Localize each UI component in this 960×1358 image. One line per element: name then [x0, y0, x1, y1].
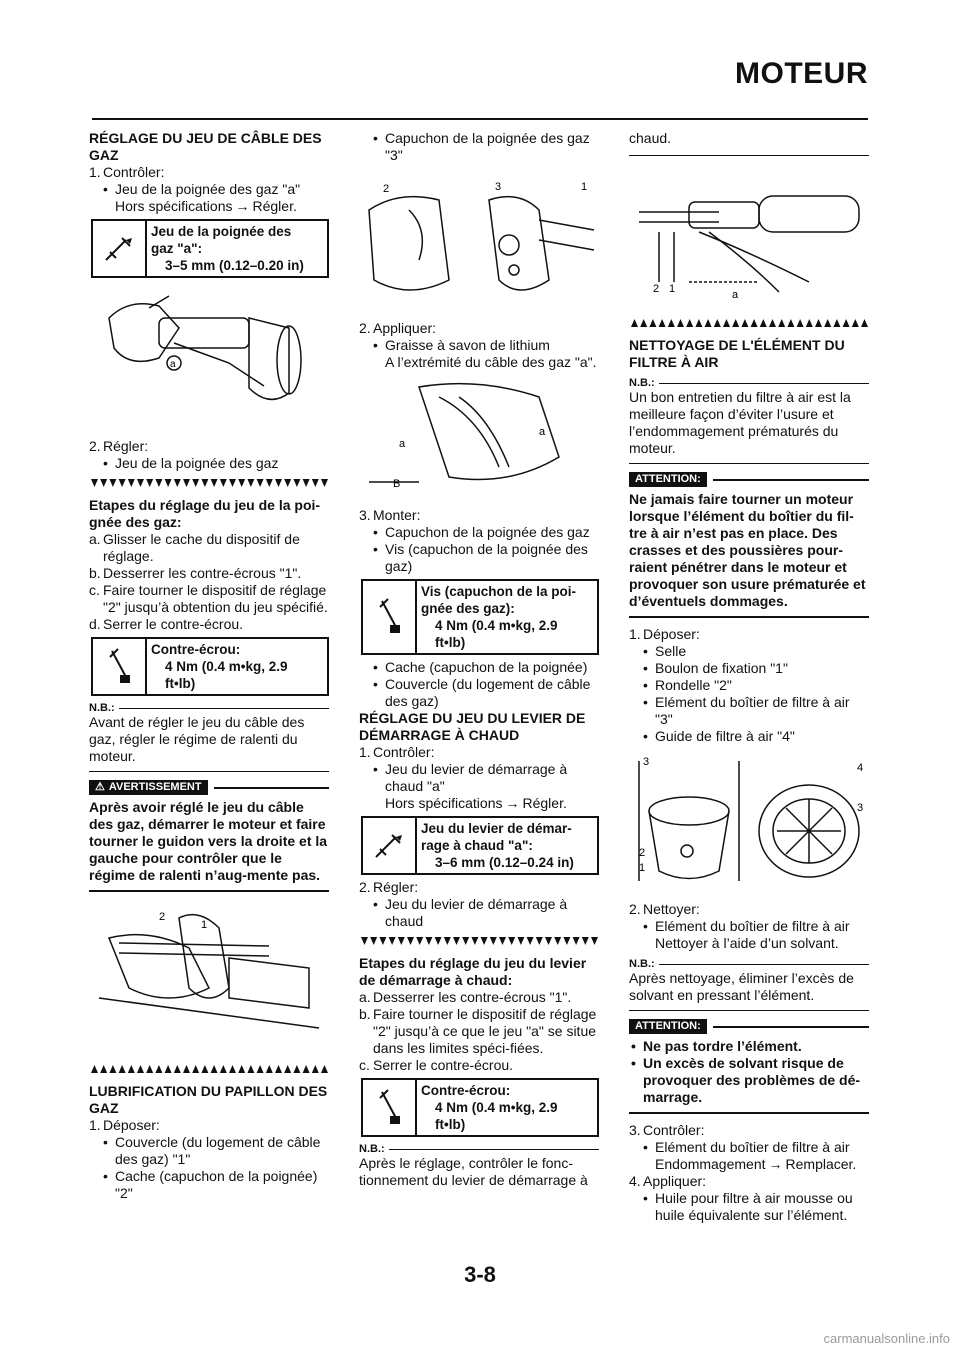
- label-1: 1: [669, 283, 676, 295]
- step: [629, 1122, 869, 1139]
- step: [359, 744, 599, 761]
- wrench-icon: [363, 1080, 417, 1135]
- spec-box: [361, 579, 599, 655]
- step-text: Nettoyer:: [643, 901, 700, 917]
- triangle-up-mark: [741, 319, 748, 327]
- step-letter: b.: [89, 565, 101, 581]
- triangle-down-mark: [554, 937, 561, 945]
- step-text: Contrôler:: [373, 744, 435, 760]
- triangle-up-mark: [91, 1065, 98, 1073]
- heading-throttle-lubrication: LUBRIFICATION DU PAPILLON DES GAZ: [89, 1083, 328, 1116]
- spec-label: gnée des gaz):: [421, 601, 515, 616]
- triangle-down-mark: [444, 937, 451, 945]
- triangle-down-mark: [453, 937, 460, 945]
- triangle-down-mark: [257, 479, 264, 487]
- step-text: Déposer:: [103, 1117, 160, 1133]
- triangle-down-mark: [416, 937, 423, 945]
- triangle-down-mark: [91, 479, 98, 487]
- triangle-up-mark: [201, 1065, 208, 1073]
- procedure-step: [359, 1057, 599, 1074]
- spec-text: [147, 221, 308, 276]
- heading-air-filter: NETTOYAGE DE L'ÉLÉMENT DU FILTRE À AIR: [629, 337, 845, 370]
- step-letter: a.: [89, 531, 101, 547]
- bullet: • Capuchon de la poignée des gaz "3": [359, 130, 599, 164]
- column-3: [629, 130, 869, 1224]
- procedure-step: [89, 565, 329, 582]
- triangle-down-mark: [490, 937, 497, 945]
- triangle-up-mark: [769, 319, 776, 327]
- step: [629, 626, 869, 643]
- step-text: Contrôler:: [643, 1122, 705, 1138]
- step-text: Régler:: [373, 879, 419, 895]
- watermark: carmanualsonline.info: [823, 1331, 950, 1346]
- spec-box: [91, 219, 329, 278]
- triangle-up-mark: [128, 1065, 135, 1073]
- spec-label: gaz "a":: [151, 241, 203, 256]
- triangle-down-mark: [573, 937, 580, 945]
- step-letter: c.: [359, 1057, 370, 1073]
- triangle-down-mark: [312, 479, 319, 487]
- step: [359, 320, 599, 337]
- label-3: 3: [643, 756, 650, 768]
- action-text: Régler.: [522, 795, 567, 811]
- triangle-up-mark: [238, 1065, 245, 1073]
- spec-label: Jeu du levier de démar-: [421, 821, 572, 836]
- grip-cap-illustration: [359, 170, 599, 310]
- attention-bullet: • Ne pas tordre l’élément.: [629, 1038, 869, 1055]
- step-text: Serrer le contre-écrou.: [103, 616, 244, 632]
- triangle-down-mark: [238, 479, 245, 487]
- spec-value: 4 Nm (0.4 m•kg, 2.9: [165, 659, 288, 674]
- triangle-up-mark: [109, 1065, 116, 1073]
- triangle-down-mark: [536, 937, 543, 945]
- spec-value: 3–5 mm (0.12–0.20 in): [165, 258, 304, 273]
- bullet: • Jeu de la poignée des gaz "a": [89, 181, 329, 198]
- spec-value: 4 Nm (0.4 m•kg, 2.9: [435, 1100, 558, 1115]
- triangle-up-mark: [705, 319, 712, 327]
- step: [359, 507, 599, 524]
- bullet: • Capuchon de la poignée des gaz: [359, 524, 599, 541]
- triangle-down-mark: [220, 479, 227, 487]
- note-block: [629, 958, 869, 1011]
- triangle-up-mark: [824, 319, 831, 327]
- wrench-icon: [363, 581, 417, 653]
- triangle-up-mark: [303, 1065, 310, 1073]
- triangle-down-mark: [361, 937, 368, 945]
- note-label: [89, 702, 329, 714]
- attention-label-text: ATTENTION:: [635, 1020, 701, 1032]
- triangle-up-mark: [806, 319, 813, 327]
- triangle-up-mark: [649, 319, 656, 327]
- triangle-up-mark: [321, 1065, 328, 1073]
- triangle-down-mark: [201, 479, 208, 487]
- triangle-up-mark: [668, 319, 675, 327]
- triangle-down-mark: [321, 479, 328, 487]
- step-letter: c.: [89, 582, 100, 598]
- triangle-up-mark: [165, 1065, 172, 1073]
- step-text: Glisser le cache du dispositif de réglage.: [103, 531, 300, 564]
- cable-end-illustration: [359, 377, 599, 497]
- triangle-up-mark: [211, 1065, 218, 1073]
- triangle-up-mark: [695, 319, 702, 327]
- spec-value: ft•lb): [435, 635, 466, 650]
- attention-label: [629, 1019, 869, 1034]
- bullet: • Cache (capuchon de la poignée) "2": [89, 1168, 329, 1202]
- note-label-text: N.B.:: [89, 702, 115, 714]
- triangle-down-mark: [508, 937, 515, 945]
- triangle-up-mark: [714, 319, 721, 327]
- warning-label-text: AVERTISSEMENT: [108, 781, 202, 793]
- step-number: 2.: [629, 901, 641, 917]
- procedure-step: [359, 1006, 599, 1057]
- triangle-up-mark: [751, 319, 758, 327]
- triangle-up-mark: [723, 319, 730, 327]
- bullet: • Guide de filtre à air "4": [629, 728, 869, 745]
- spec-text: [417, 818, 578, 873]
- triangle-up-mark: [640, 319, 647, 327]
- triangle-down-mark: [119, 479, 126, 487]
- label-a: a: [399, 438, 406, 450]
- triangle-down-mark: [481, 937, 488, 945]
- step-number: 2.: [359, 879, 371, 895]
- note-block: [89, 702, 329, 772]
- step-number: 3.: [359, 507, 371, 523]
- bullet: • Couvercle (du logement de câble des gaz) "1": [89, 1134, 329, 1168]
- procedure-step: [89, 582, 329, 616]
- triangle-down-mark: [379, 937, 386, 945]
- triangle-up-mark: [797, 319, 804, 327]
- step-number: 2.: [359, 320, 371, 336]
- triangle-up-mark: [257, 1065, 264, 1073]
- bullet: • Jeu du levier de démarrage à chaud: [359, 896, 599, 930]
- bullet: • Elément du boîtier de filtre à air: [629, 918, 869, 935]
- triangle-up-mark: [247, 1065, 254, 1073]
- label-2: 2: [653, 283, 660, 295]
- note-label: [629, 377, 869, 389]
- triangle-down-mark: [266, 479, 273, 487]
- triangle-down-mark: [398, 937, 405, 945]
- step-number: 3.: [629, 1122, 641, 1138]
- step-text: Faire tourner le dispositif de réglage "2" jusqu’à obtention du jeu spécifié.: [103, 582, 328, 615]
- step-number: 2.: [89, 438, 101, 454]
- triangle-down-mark: [563, 937, 570, 945]
- triangle-down-mark: [407, 937, 414, 945]
- divider: [629, 155, 869, 156]
- triangle-down-mark: [435, 937, 442, 945]
- triangle-down-mark: [462, 937, 469, 945]
- bullet: • Boulon de fixation "1": [629, 660, 869, 677]
- note-text: Après le réglage, contrôler le fonc-tionnement du levier de démarrage à: [359, 1155, 588, 1188]
- triangle-up-mark: [293, 1065, 300, 1073]
- attention-bullet: • Un excès de solvant risque de provoquer des problèmes de dé-marrage.: [629, 1055, 869, 1106]
- bullet: • Selle: [629, 643, 869, 660]
- air-filter-illustration: [629, 751, 869, 891]
- triangle-down-mark: [303, 479, 310, 487]
- spec-label: Contre-écrou:: [421, 1083, 511, 1098]
- triangle-up-mark: [852, 319, 859, 327]
- attention-block: [629, 1019, 869, 1114]
- spec-box: [91, 637, 329, 696]
- triangle-down-mark: [284, 479, 291, 487]
- warning-label: [89, 780, 329, 795]
- step-text: Serrer le contre-écrou.: [373, 1057, 514, 1073]
- triangle-down-mark: [247, 479, 254, 487]
- triangle-up-mark: [284, 1065, 291, 1073]
- heading-throttle-cable: RÉGLAGE DU JEU DE CÂBLE DES GAZ: [89, 130, 322, 163]
- warning-badge: [89, 780, 208, 795]
- triangle-down-mark: [471, 937, 478, 945]
- note-text: Après nettoyage, éliminer l’excès de solvant en pressant l’élément.: [629, 970, 854, 1003]
- procedure-end-marker: [89, 1064, 329, 1075]
- procedure-step: [89, 531, 329, 565]
- triangle-down-mark: [211, 479, 218, 487]
- triangle-up-mark: [183, 1065, 190, 1073]
- step-text: Desserrer les contre-écrous "1".: [103, 565, 302, 581]
- label-2: 2: [639, 847, 646, 859]
- triangle-down-mark: [174, 479, 181, 487]
- triangle-down-mark: [128, 479, 135, 487]
- triangle-up-mark: [192, 1065, 199, 1073]
- step-text: Régler:: [103, 438, 149, 454]
- spec-box: [361, 816, 599, 875]
- label-1: 1: [201, 919, 208, 931]
- throttle-cable-illustration: [89, 898, 329, 1048]
- step-text: Monter:: [373, 507, 421, 523]
- column-1: [89, 130, 329, 1202]
- triangle-down-mark: [275, 479, 282, 487]
- triangle-up-mark: [778, 319, 785, 327]
- triangle-up-mark: [155, 1065, 162, 1073]
- triangle-down-mark: [293, 479, 300, 487]
- column-2: [359, 130, 599, 1189]
- section-title: MOTEUR: [735, 57, 868, 90]
- label-a: a: [170, 359, 176, 370]
- triangle-down-mark: [192, 479, 199, 487]
- spec-label: rage à chaud "a":: [421, 838, 533, 853]
- step-text: Déposer:: [643, 626, 700, 642]
- condition-text: Endommagement: [655, 1156, 766, 1172]
- heading-hot-start-lever: RÉGLAGE DU JEU DU LEVIER DE DÉMARRAGE À CHAUD: [359, 710, 586, 743]
- attention-label-text: ATTENTION:: [635, 473, 701, 485]
- attention-block: [629, 472, 869, 618]
- arrow-icon: →: [235, 198, 250, 214]
- triangle-down-mark: [146, 479, 153, 487]
- triangle-down-mark: [155, 479, 162, 487]
- triangle-down-mark: [545, 937, 552, 945]
- step-number: 1.: [89, 164, 101, 180]
- step-text: Contrôler:: [103, 164, 165, 180]
- step-number: 1.: [629, 626, 641, 642]
- arrow-icon: →: [768, 1156, 783, 1172]
- label-3: 3: [495, 181, 502, 193]
- spec-value: ft•lb): [435, 1117, 466, 1132]
- attention-text: Ne jamais faire tourner un moteur lorsque l’élément du boîtier du fil-tre à air n’est pas en place. Des crasses et des poussières pour-raient pénétrer dans le moteur et provoquer son usure prématurée et d’éventuels dommages.: [629, 491, 866, 609]
- spec-value: 4 Nm (0.4 m•kg, 2.9: [435, 618, 558, 633]
- step-letter: a.: [359, 989, 371, 1005]
- bullet: • Cache (capuchon de la poignée): [359, 659, 599, 676]
- spec-value: ft•lb): [165, 676, 196, 691]
- step-number: 1.: [359, 744, 371, 760]
- label-2: 2: [159, 911, 166, 923]
- note-text: Avant de régler le jeu du câble des gaz, régler le régime de ralenti du moteur.: [89, 714, 305, 764]
- note-label: [629, 958, 869, 970]
- triangle-up-mark: [659, 319, 666, 327]
- label-b: B: [393, 478, 401, 490]
- action-text: Régler.: [252, 198, 297, 214]
- spec-label: Vis (capuchon de la poi-: [421, 584, 577, 599]
- wrench-icon: [93, 639, 147, 694]
- spec-text: [147, 639, 292, 694]
- triangle-up-mark: [119, 1065, 126, 1073]
- note-block: [629, 377, 869, 464]
- arrow-icon: →: [505, 795, 520, 811]
- triangle-down-mark: [165, 479, 172, 487]
- triangle-up-mark: [861, 319, 868, 327]
- triangle-down-mark: [100, 479, 107, 487]
- triangle-up-mark: [137, 1065, 144, 1073]
- triangle-up-mark: [220, 1065, 227, 1073]
- note-label-text: N.B.:: [629, 377, 655, 389]
- spec-text: [417, 581, 580, 653]
- bullet: • Vis (capuchon de la poignée des gaz): [359, 541, 599, 575]
- triangle-down-mark: [109, 479, 116, 487]
- hot-start-lever-illustration: [629, 162, 869, 302]
- spec-value: 3–6 mm (0.12–0.24 in): [435, 855, 574, 870]
- step-text: Faire tourner le dispositif de réglage "2" jusqu’à ce que le jeu "a" se situe dans les limites spéci-fiées.: [373, 1006, 597, 1056]
- triangle-down-mark: [229, 479, 236, 487]
- procedure-heading: Etapes du réglage du jeu de la poi-gnée des gaz:: [89, 497, 321, 530]
- out-of-spec-text: Hors spécifications: [115, 198, 233, 214]
- triangle-down-mark: [527, 937, 534, 945]
- spec-label: Contre-écrou:: [151, 642, 241, 657]
- bullet: • Elément du boîtier de filtre à air: [629, 1139, 869, 1156]
- step-letter: d.: [89, 616, 101, 632]
- attention-badge: [629, 1019, 707, 1034]
- procedure-heading: Etapes du réglage du jeu du levier de démarrage à chaud:: [359, 955, 587, 988]
- note-block: [359, 1143, 599, 1189]
- triangle-down-mark: [137, 479, 144, 487]
- out-of-spec-line: [629, 1156, 869, 1173]
- bullet: • Elément du boîtier de filtre à air "3": [629, 694, 869, 728]
- bullet: • Couvercle (du logement de câble des gaz): [359, 676, 599, 710]
- triangle-down-mark: [591, 937, 598, 945]
- label-1: 1: [581, 181, 588, 193]
- triangle-up-mark: [312, 1065, 319, 1073]
- triangle-down-mark: [582, 937, 589, 945]
- triangle-down-mark: [499, 937, 506, 945]
- bullet: • Huile pour filtre à air mousse ou huile équivalente sur l’élément.: [629, 1190, 869, 1224]
- label-3: 3: [857, 802, 864, 814]
- out-of-spec-line: [359, 795, 599, 812]
- action-text: Remplacer.: [785, 1156, 857, 1172]
- triangle-up-mark: [760, 319, 767, 327]
- triangle-up-mark: [843, 319, 850, 327]
- procedure-start-marker: [89, 478, 329, 489]
- note-label-text: N.B.:: [629, 958, 655, 970]
- triangle-up-mark: [815, 319, 822, 327]
- step-text: Desserrer les contre-écrous "1".: [373, 989, 572, 1005]
- warning-icon: ⚠: [95, 781, 105, 793]
- spec-label: Jeu de la poignée des: [151, 224, 292, 239]
- triangle-down-mark: [389, 937, 396, 945]
- bullet: • Jeu de la poignée des gaz: [89, 455, 329, 472]
- continued-text: chaud.: [629, 130, 672, 146]
- procedure-start-marker: [359, 936, 599, 947]
- label-4: 4: [857, 762, 864, 774]
- spec-box: [361, 1078, 599, 1137]
- page-number: 3-8: [464, 1262, 496, 1287]
- step: [89, 164, 329, 181]
- step-number: 4.: [629, 1173, 641, 1189]
- note-label: [359, 1143, 599, 1155]
- label-1: 1: [639, 862, 646, 874]
- triangle-up-mark: [833, 319, 840, 327]
- step: [629, 901, 869, 918]
- attention-badge: [629, 472, 707, 487]
- triangle-up-mark: [229, 1065, 236, 1073]
- bullet: • Graisse à savon de lithium: [359, 337, 599, 354]
- label-a: a: [732, 289, 739, 301]
- step: [359, 879, 599, 896]
- feeler-icon: [93, 221, 147, 276]
- spec-text: [417, 1080, 562, 1135]
- triangle-up-mark: [266, 1065, 273, 1073]
- label-2: 2: [383, 183, 390, 195]
- triangle-down-mark: [370, 937, 377, 945]
- header-rule: [92, 118, 868, 120]
- triangle-up-mark: [275, 1065, 282, 1073]
- step-number: 1.: [89, 1117, 101, 1133]
- procedure-step: [359, 989, 599, 1006]
- triangle-down-mark: [517, 937, 524, 945]
- triangle-up-mark: [100, 1065, 107, 1073]
- step-text: Appliquer:: [643, 1173, 707, 1189]
- triangle-up-mark: [732, 319, 739, 327]
- triangle-up-mark: [146, 1065, 153, 1073]
- procedure-end-marker: [629, 318, 869, 329]
- step: [89, 438, 329, 455]
- triangle-up-mark: [631, 319, 638, 327]
- triangle-up-mark: [174, 1065, 181, 1073]
- procedure-step: [89, 616, 329, 633]
- out-of-spec-line: [89, 198, 329, 215]
- bullet: • Jeu du levier de démarrage à chaud "a": [359, 761, 599, 795]
- triangle-down-mark: [183, 479, 190, 487]
- triangle-down-mark: [425, 937, 432, 945]
- note-label-text: N.B.:: [359, 1143, 385, 1155]
- note-text: Un bon entretien du filtre à air est la meilleure façon d’éviter l’usure et l’endommagement prématurés du moteur.: [629, 389, 851, 456]
- throttle-grip-illustration: [89, 288, 329, 428]
- step: [89, 1117, 329, 1134]
- triangle-up-mark: [686, 319, 693, 327]
- bullet: • Rondelle "2": [629, 677, 869, 694]
- bullet-continuation: A l’extrémité du câble des gaz "a".: [385, 354, 597, 370]
- step-letter: b.: [359, 1006, 371, 1022]
- warning-text: Après avoir réglé le jeu du câble des gaz, démarrer le moteur et faire tourner le guidon vers la droite et la gauche pour contrôler que le régime de ralenti n’aug-mente pas.: [89, 799, 328, 883]
- label-a: a: [539, 426, 546, 438]
- out-of-spec-text: Hors spécifications: [385, 795, 503, 811]
- triangle-up-mark: [787, 319, 794, 327]
- step-text: Appliquer:: [373, 320, 437, 336]
- feeler-icon: [363, 818, 417, 873]
- bullet-continuation: Nettoyer à l’aide d’un solvant.: [655, 935, 839, 951]
- triangle-up-mark: [677, 319, 684, 327]
- attention-label: [629, 472, 869, 487]
- step: [629, 1173, 869, 1190]
- warning-block: [89, 780, 329, 892]
